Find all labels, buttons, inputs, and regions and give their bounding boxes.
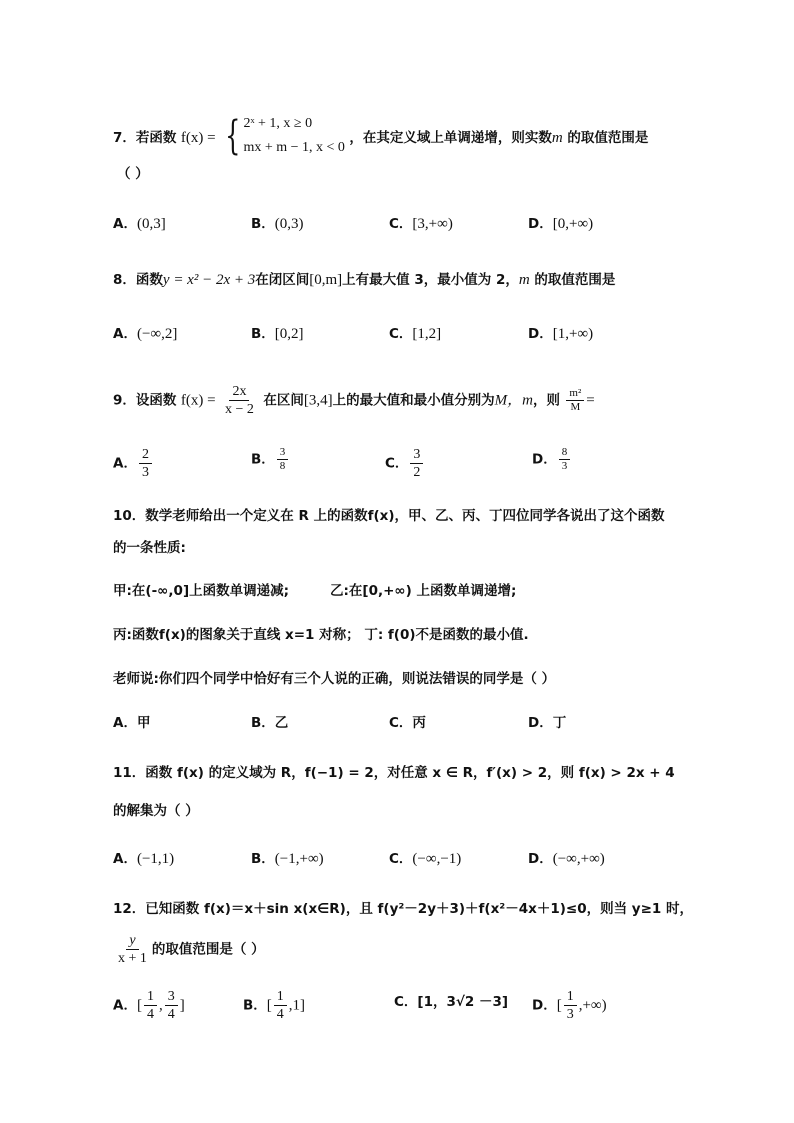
q12-option-a[interactable]: A．[ $\frac{1}{4}$ , $\frac{3}{4}$ ] xyxy=(113,989,185,1022)
q9-stem-mid: 在区间 xyxy=(263,392,304,409)
q9-eq: = xyxy=(586,392,595,409)
q9-stem-post: 上的最大值和最小值分别为 xyxy=(332,392,495,409)
q10-line2: 的一条性质: xyxy=(113,540,186,556)
q7-stem-pre: 7．若函数 xyxy=(113,130,177,146)
q10-option-a[interactable]: A．甲 xyxy=(113,715,151,731)
q9-option-c[interactable]: C． $\frac{3}{2}$ xyxy=(385,446,425,481)
q9-interval: [3,4] xyxy=(303,392,333,409)
q10-option-c[interactable]: C．丙 xyxy=(389,715,426,731)
q8-stem-pre: 8．函数 xyxy=(113,272,163,288)
q7-option-d[interactable]: D．[0,+∞) xyxy=(528,216,594,232)
q12-line1: 12．已知函数 f(x)＝x＋sin x(x∈R)，且 f(y²－2y＋3)＋f(x²－4x＋1)≤0，则当 y≥1 时， xyxy=(113,901,693,917)
q7-option-c[interactable]: C．[3,+∞) xyxy=(389,216,453,232)
q7-stem xyxy=(113,114,648,162)
q12-line2-post: 的取值范围是（ ） xyxy=(151,941,265,958)
q10-line5: 老师说:你们四个同学中恰好有三个人说的正确，则说法错误的同学是（ ） xyxy=(113,671,556,687)
q9-stem-then: ，则 xyxy=(532,392,560,409)
q8-stem xyxy=(113,270,615,290)
q7-brace: { xyxy=(225,113,241,159)
q11-option-d[interactable]: D．(−∞,+∞) xyxy=(528,851,605,867)
q7-func: f(x) = xyxy=(180,130,216,146)
q9-stem xyxy=(113,383,595,418)
q9-vars: M，m xyxy=(494,392,533,409)
q9-option-b[interactable]: B． $\frac{3}{8}$ xyxy=(251,446,290,473)
q9-ratio-frac: $\frac{\text{m²}}{M}$ xyxy=(566,387,584,414)
q7-var: m xyxy=(551,130,563,146)
q9-func-lhs: f(x) = xyxy=(180,392,216,409)
q8-option-c[interactable]: C．[1,2] xyxy=(389,326,442,342)
q12-option-b[interactable]: B．[ $\frac{1}{4}$ ,1] xyxy=(243,989,306,1022)
q11-option-a[interactable]: A．(−1,1) xyxy=(113,851,175,867)
q10-line4: 丙:函数f(x)的图象关于直线 x=1 对称； 丁: f(0)不是函数的最小值. xyxy=(113,627,529,643)
q7-option-a[interactable]: A．(0,3] xyxy=(113,216,166,232)
q7-case2: mx + m − 1, x < 0 xyxy=(243,140,345,155)
q11-option-b[interactable]: B．(−1,+∞) xyxy=(251,851,324,867)
q8-option-a[interactable]: A．(−∞,2] xyxy=(113,326,178,342)
q8-stem-end: 的取值范围是 xyxy=(529,272,616,288)
q11-line2: 的解集为（ ） xyxy=(113,803,199,819)
q10-line1: 10．数学老师给出一个定义在 R 上的函数f(x)，甲、乙、丙、丁四位同学各说出了这个函数 xyxy=(113,508,665,524)
q12-frac: $\frac{y}{x + 1}$ xyxy=(118,933,147,966)
q8-option-d[interactable]: D．[1,+∞) xyxy=(528,326,594,342)
q9-func-frac: $\frac{2x}{x - 2}$ xyxy=(225,384,254,417)
q7-case1: 2ˣ + 1, x ≥ 0 xyxy=(243,116,313,131)
q7-stem-post: ，在其定义域上单调递增，则实数 xyxy=(349,130,552,146)
q12-line2 xyxy=(113,932,265,967)
q10-line3b: 乙:在[0,+∞) 上函数单调递增; xyxy=(330,583,517,599)
q9-option-a[interactable]: A． $\frac{2}{3}$ xyxy=(113,446,154,481)
q12-option-c[interactable]: C．[1，3√2 －3] xyxy=(394,994,509,1010)
q7-option-b[interactable]: B．(0,3) xyxy=(251,216,304,232)
q8-func: y = x² − 2x + 3 xyxy=(162,272,256,288)
q11-option-c[interactable]: C．(−∞,−1) xyxy=(389,851,462,867)
q9-option-d[interactable]: D． $\frac{8}{3}$ xyxy=(532,446,572,473)
q7-stem-end: 的取值范围是 xyxy=(562,130,649,146)
q7-piecewise xyxy=(220,112,345,160)
q10-option-b[interactable]: B．乙 xyxy=(251,715,289,731)
q8-stem-post: 上有最大值 3，最小值为 2， xyxy=(342,272,519,288)
q10-line3a: 甲:在(-∞,0]上函数单调递减; xyxy=(113,583,290,599)
q8-interval: [0,m] xyxy=(309,272,343,288)
q8-option-b[interactable]: B．[0,2] xyxy=(251,326,304,342)
q11-line1: 11．函数 f(x) 的定义域为 R，f(−1) = 2，对任意 x ∈ R，f′(x) > 2，则 f(x) > 2x + 4 xyxy=(113,765,675,781)
q7-paren: （ ） xyxy=(117,166,149,182)
q12-option-d[interactable]: D．[ $\frac{1}{3}$ ,+∞) xyxy=(532,989,607,1022)
q9-stem-pre: 9．设函数 xyxy=(113,392,177,409)
q8-var: m xyxy=(518,272,530,288)
q8-stem-mid: 在闭区间 xyxy=(255,272,310,288)
q10-option-d[interactable]: D．丁 xyxy=(528,715,567,731)
